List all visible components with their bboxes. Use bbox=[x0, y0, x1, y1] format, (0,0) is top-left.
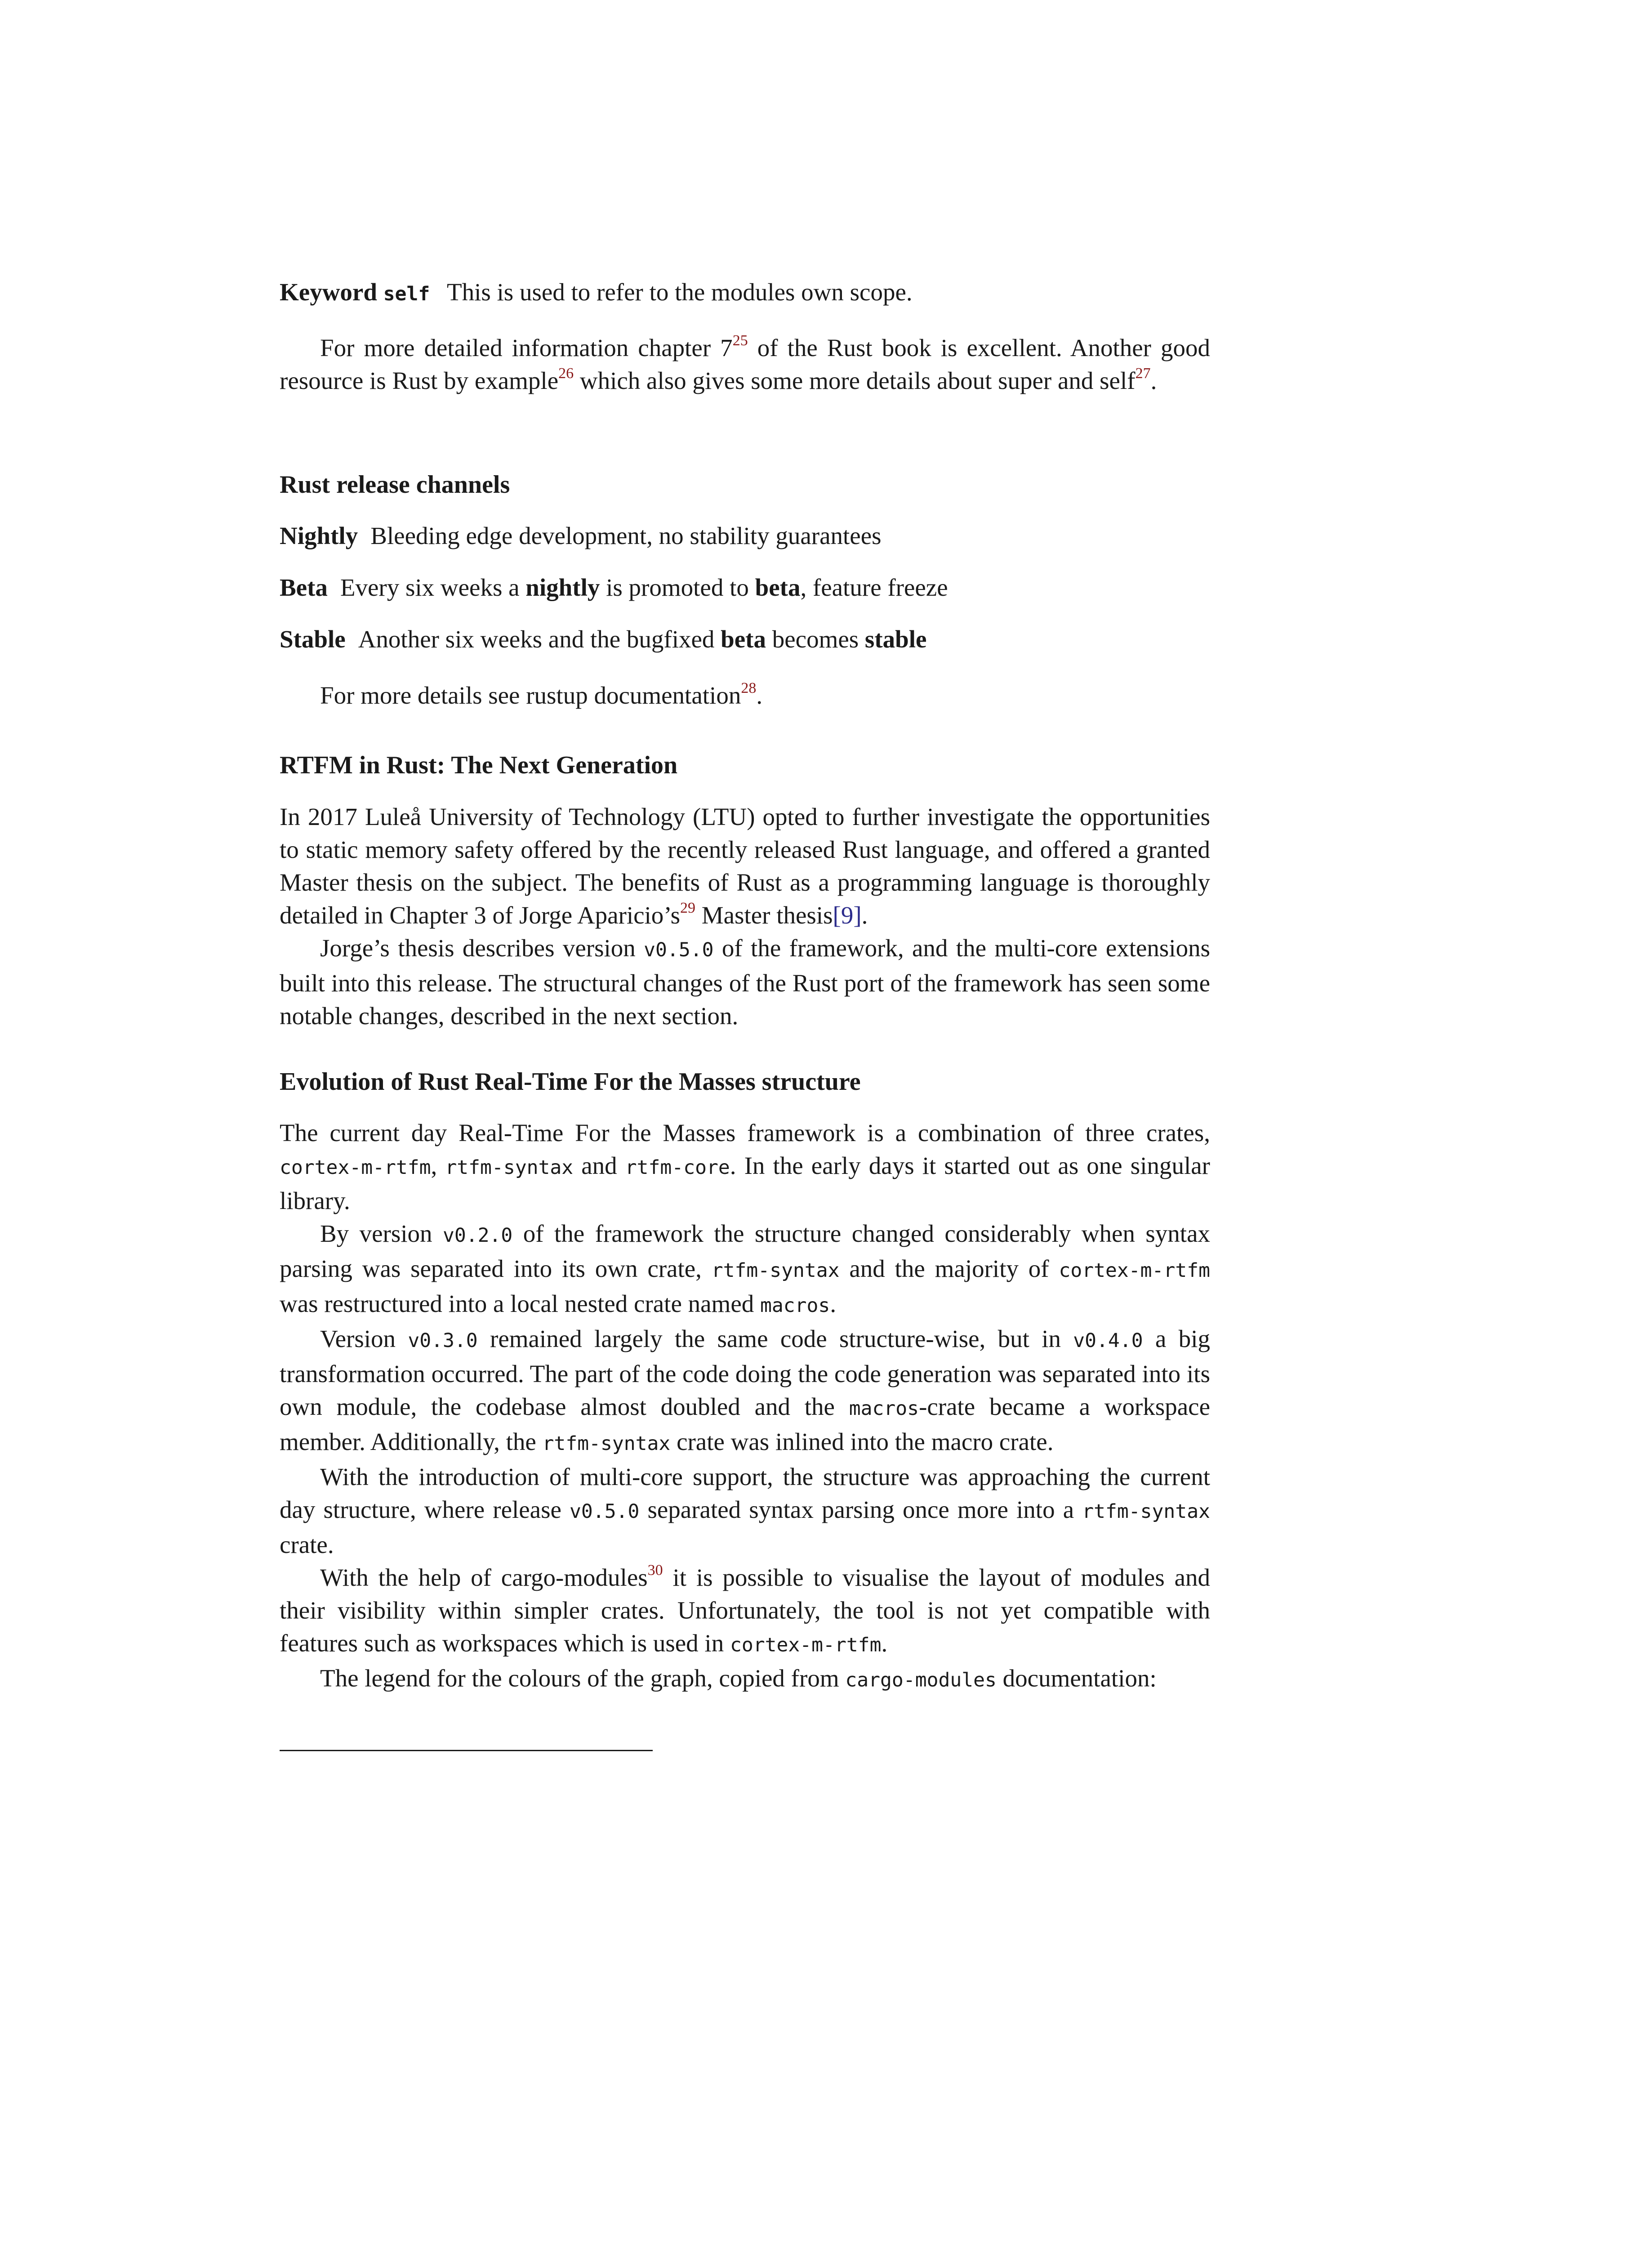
section-heading: Evolution of Rust Real-Time For the Masses structure bbox=[280, 1068, 861, 1096]
citation-link[interactable]: [9] bbox=[833, 901, 862, 929]
section-heading: RTFM in Rust: The Next Generation bbox=[280, 751, 678, 779]
rtfm-paragraph-1: In 2017 Luleå University of Technology (LTU) opted to further investigate the opportunities to static memory safety offered by the recently released Rust language, and offered a granted Master thesis on the subject. The benefits of Rust as a programming language is thoroughly detailed in Chapter 3 of Jorge $Aparicio’s^{29}$ Master thesis[9]. bbox=[280, 803, 1210, 929]
evolution-paragraph-6: The legend for the colours of the graph, copied from cargo-modules documentation: bbox=[320, 1664, 1157, 1692]
evolution-heading-block bbox=[280, 1066, 1210, 1098]
rust-book-paragraph: For more detailed information chapter $7^{25}$ of the Rust book is excellent. Another good resource is Rust by example$^{26}$ which also gives some more details about super and self$^{27}$. bbox=[280, 332, 1210, 394]
rtfm-paragraph-2: Jorge’s thesis describes version v0.5.0 of the framework, and the multi-core extensions built into this release. The structural changes of the Rust port of the framework has seen some notable changes, described in the next section. bbox=[280, 934, 1211, 1030]
release-channels-heading-block bbox=[280, 468, 1210, 501]
stable-entry: Stable Another six weeks and the bugfixed beta becomes stable bbox=[280, 625, 927, 653]
footnote-marker[interactable]: 26 bbox=[558, 365, 574, 382]
nightly-description: Bleeding edge development, no stability guarantees bbox=[370, 522, 882, 549]
footnote-marker[interactable]: 25 bbox=[732, 332, 748, 349]
beta-term: Beta bbox=[280, 574, 328, 601]
footnote-marker[interactable]: 29 bbox=[680, 900, 695, 916]
stable-term: Stable bbox=[280, 625, 346, 653]
keyword-self-entry bbox=[280, 276, 1210, 311]
footnote-marker[interactable]: 30 bbox=[647, 1562, 663, 1579]
rtfm-heading-block bbox=[280, 749, 1210, 782]
keyword-code: self bbox=[383, 283, 430, 305]
evolution-paragraph-2: By version v0.2.0 of the framework the structure changed considerably when syntax parsing was separated into its own crate, rtfm-syntax and the majority of cortex-m-rtfm was restructured into a local nested crate named macros. bbox=[280, 1220, 1211, 1317]
section-heading: Rust release channels bbox=[280, 471, 510, 499]
keyword-term: Keyword self bbox=[280, 278, 430, 306]
rustup-more-paragraph: For more details see rustup documentation$^{28}$. bbox=[320, 680, 763, 709]
footnote-separator bbox=[280, 1750, 653, 1751]
evolution-paragraphs bbox=[280, 1116, 1210, 1697]
rtfm-paragraphs bbox=[280, 800, 1210, 1032]
evolution-paragraph-1: The current day Real-Time For the Masses framework is a combination of three crates, cortex-m-rtfm, rtfm-syntax and rtfm-core. In the early days it started out as one singular library. bbox=[280, 1119, 1211, 1214]
nightly-term: Nightly bbox=[280, 522, 358, 549]
keyword-description: This is used to refer to the modules own scope. bbox=[446, 278, 913, 306]
evolution-paragraph-3: Version v0.3.0 remained largely the same code structure-wise, but in v0.4.0 a big transformation occurred. The part of the code doing the code generation was separated into its own module, the codebase almost doubled and the macros-crate became a workspace member. Additionally, the rtfm-syntax crate was inlined into the macro crate. bbox=[280, 1325, 1210, 1455]
nightly-entry bbox=[280, 519, 1210, 552]
footnote-marker[interactable]: 28 bbox=[741, 680, 757, 696]
evolution-paragraph-4: With the introduction of multi-core support, the structure was approaching the current day structure, where release v0.5.0 separated syntax parsing once more into a rtfm-syntax crate. bbox=[280, 1463, 1210, 1558]
footnote-marker[interactable]: 27 bbox=[1135, 365, 1151, 382]
evolution-paragraph-5: With the help of cargo-modules$^{30}$ it is possible to visualise the layout of modules and their visibility within simpler crates. Unfortunately, the tool is not yet compatible with features such as workspaces which is used in cortex-m-rtfm. bbox=[280, 1562, 1210, 1657]
beta-entry: Beta Every six weeks a nightly is promoted to beta, feature freeze bbox=[280, 574, 948, 601]
